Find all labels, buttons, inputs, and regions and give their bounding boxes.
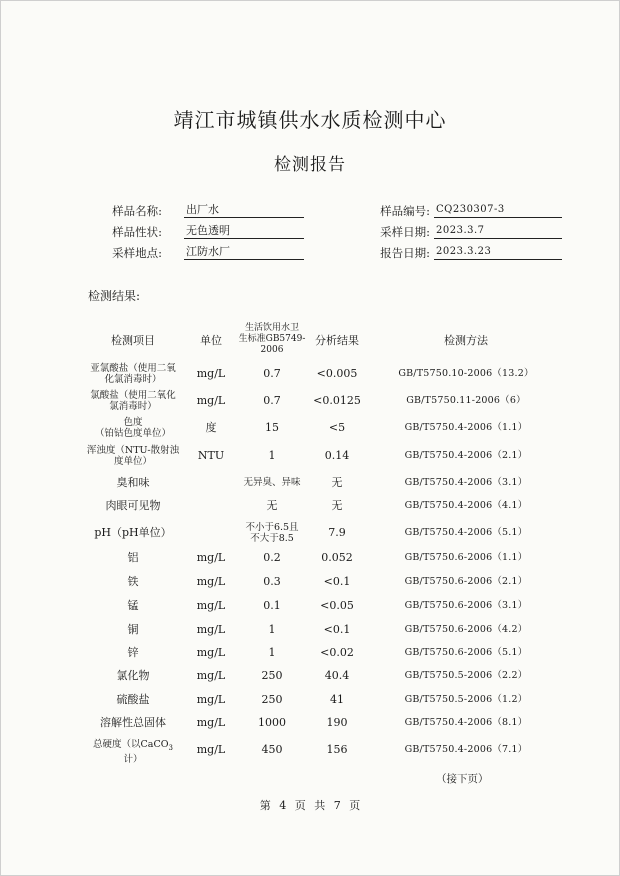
row-result: 0.052 xyxy=(321,551,353,564)
row-item xyxy=(78,739,188,765)
sampling-place-label: 采样地点: xyxy=(112,246,162,260)
sample-no-value: CQ230307-3 xyxy=(434,202,562,218)
row-item xyxy=(78,417,188,439)
row-method: GB/T5750.4-2006（8.1） xyxy=(404,717,528,728)
row-item xyxy=(78,670,188,682)
header-method: 检测方法 xyxy=(444,334,488,347)
header-standard-line2: 生标准GB5749- xyxy=(238,334,306,344)
row-method: GB/T5750.5-2006（2.2） xyxy=(404,670,528,681)
row-unit: mg/L xyxy=(196,646,226,659)
row-item xyxy=(78,624,188,636)
header-standard-line3: 2006 xyxy=(260,345,284,355)
row-unit: mg/L xyxy=(196,367,226,380)
row-item xyxy=(78,600,188,612)
row-result: <0.1 xyxy=(323,575,351,588)
row-item xyxy=(78,477,188,489)
row-standard: 0.2 xyxy=(263,551,281,564)
row-standard: 1 xyxy=(268,623,276,636)
row-unit: 度 xyxy=(205,421,217,434)
sampling-date-label: 采样日期: xyxy=(380,225,430,239)
row-method: GB/T5750.6-2006（5.1） xyxy=(404,647,528,658)
row-item-line2: 计） xyxy=(123,753,143,765)
row-standard: 1000 xyxy=(258,716,286,729)
report-subtitle: 检测报告 xyxy=(274,155,346,175)
row-item-line1: 锌 xyxy=(127,646,139,659)
row-unit: mg/L xyxy=(196,743,226,756)
sample-no-label: 样品编号: xyxy=(380,204,430,218)
row-item xyxy=(78,445,188,467)
row-unit: mg/L xyxy=(196,551,226,564)
row-method: GB/T5750.4-2006（2.1） xyxy=(404,450,528,461)
row-result: 41 xyxy=(330,693,344,706)
row-item xyxy=(78,527,188,539)
row-result: 40.4 xyxy=(324,669,350,682)
continued-note: （接下页） xyxy=(436,773,489,785)
row-result: 无 xyxy=(331,476,343,489)
report-date-value: 2023.3.23 xyxy=(434,244,562,260)
row-item-line2: （铂钴色度单位） xyxy=(94,428,171,439)
row-method: GB/T5750.6-2006（4.2） xyxy=(404,624,528,635)
row-item xyxy=(78,576,188,588)
row-result: <0.0125 xyxy=(313,394,361,407)
row-item-line1: 总硬度（以CaCO$_3$ xyxy=(93,739,173,752)
page-number: 第 4 页 共 7 页 xyxy=(259,799,361,812)
row-item xyxy=(78,694,188,706)
row-standard: 无 xyxy=(266,499,278,512)
row-standard xyxy=(234,522,310,544)
row-result: <0.005 xyxy=(316,367,358,380)
row-item-line1: pH（pH单位） xyxy=(94,526,172,539)
row-method: GB/T5750.4-2006（4.1） xyxy=(404,500,528,511)
row-result: 0.14 xyxy=(324,449,350,462)
row-standard: 1 xyxy=(268,646,276,659)
sample-name-label: 样品名称: xyxy=(112,204,162,218)
row-item xyxy=(78,552,188,564)
row-standard-line2: 不大于8.5 xyxy=(250,533,294,544)
row-standard: 0.3 xyxy=(263,575,281,588)
row-item-line1: 锰 xyxy=(127,599,139,612)
row-unit: mg/L xyxy=(196,693,226,706)
row-item-line1: 臭和味 xyxy=(116,476,150,489)
row-item-line1: 硫酸盐 xyxy=(116,693,150,706)
row-item-subscript: 3 xyxy=(168,743,173,752)
row-item-line1: 铜 xyxy=(127,623,139,636)
row-result: 7.9 xyxy=(328,526,346,539)
row-method: GB/T5750.5-2006（1.2） xyxy=(404,694,528,705)
row-item-line1: 铝 xyxy=(127,551,139,564)
row-standard: 1 xyxy=(268,449,276,462)
row-method: GB/T5750.6-2006（2.1） xyxy=(404,576,528,587)
results-label: 检测结果: xyxy=(88,289,141,303)
row-standard: 250 xyxy=(261,669,283,682)
row-unit: mg/L xyxy=(196,669,226,682)
row-method: GB/T5750.4-2006（3.1） xyxy=(404,477,528,488)
row-result: 无 xyxy=(331,499,343,512)
row-unit: NTU xyxy=(197,449,225,462)
row-standard: 无异臭、异味 xyxy=(243,477,301,488)
row-unit: mg/L xyxy=(196,599,226,612)
sample-nature-value: 无色透明 xyxy=(184,223,304,239)
row-standard: 450 xyxy=(261,743,283,756)
row-item-line2: 化氯消毒时） xyxy=(104,374,162,385)
row-method: GB/T5750.11-2006（6） xyxy=(406,395,526,406)
row-result: <0.02 xyxy=(320,646,354,659)
header-unit: 单位 xyxy=(200,334,222,347)
row-result: 156 xyxy=(326,743,348,756)
header-result: 分析结果 xyxy=(315,334,359,347)
row-item-line1: 肉眼可见物 xyxy=(105,499,161,512)
sample-name-value: 出厂水 xyxy=(184,202,304,218)
row-item-line1: 溶解性总固体 xyxy=(100,716,166,729)
row-method: GB/T5750.10-2006（13.2） xyxy=(398,368,534,379)
row-item-line1: 氯化物 xyxy=(116,669,150,682)
row-method: GB/T5750.4-2006（1.1） xyxy=(404,422,528,433)
row-standard: 250 xyxy=(261,693,283,706)
row-item xyxy=(78,717,188,729)
row-result: <0.05 xyxy=(320,599,354,612)
report-date-label: 报告日期: xyxy=(380,246,430,260)
row-result: 190 xyxy=(326,716,348,729)
row-item xyxy=(78,363,188,385)
row-item-line1: 氯酸盐（使用二氧化 xyxy=(90,390,176,401)
row-unit: mg/L xyxy=(196,575,226,588)
header-item: 检测项目 xyxy=(111,334,155,347)
row-item-line2: 氯消毒时） xyxy=(109,401,157,412)
row-method: GB/T5750.6-2006（1.1） xyxy=(404,552,528,563)
header-standard xyxy=(234,323,310,356)
row-item-line1: 铁 xyxy=(127,575,139,588)
row-method: GB/T5750.6-2006（3.1） xyxy=(404,600,528,611)
row-standard: 0.7 xyxy=(263,367,281,380)
row-method: GB/T5750.4-2006（7.1） xyxy=(404,744,528,755)
row-item xyxy=(78,647,188,659)
row-item xyxy=(78,390,188,412)
row-result: <5 xyxy=(328,421,346,434)
sampling-place-value: 江防水厂 xyxy=(184,244,304,260)
row-unit: mg/L xyxy=(196,716,226,729)
row-standard: 0.7 xyxy=(263,394,281,407)
row-result: <0.1 xyxy=(323,623,351,636)
row-item-line1: 亚氯酸盐（使用二氧 xyxy=(90,363,176,374)
row-item-line2: 度单位） xyxy=(113,456,152,467)
row-unit: mg/L xyxy=(196,623,226,636)
document-title: 靖江市城镇供水水质检测中心 xyxy=(173,108,447,132)
row-unit: mg/L xyxy=(196,394,226,407)
row-standard-line1: 不小于6.5且 xyxy=(245,522,299,533)
row-standard: 15 xyxy=(265,421,279,434)
header-standard-line1: 生活饮用水卫 xyxy=(244,323,299,333)
row-item-line1: 色度 xyxy=(123,417,143,428)
sampling-date-value: 2023.3.7 xyxy=(434,223,562,239)
row-item-line1: 浑浊度（NTU-散射浊 xyxy=(86,445,180,456)
row-item xyxy=(78,500,188,512)
row-standard: 0.1 xyxy=(263,599,281,612)
sample-nature-label: 样品性状: xyxy=(112,225,162,239)
row-method: GB/T5750.4-2006（5.1） xyxy=(404,527,528,538)
